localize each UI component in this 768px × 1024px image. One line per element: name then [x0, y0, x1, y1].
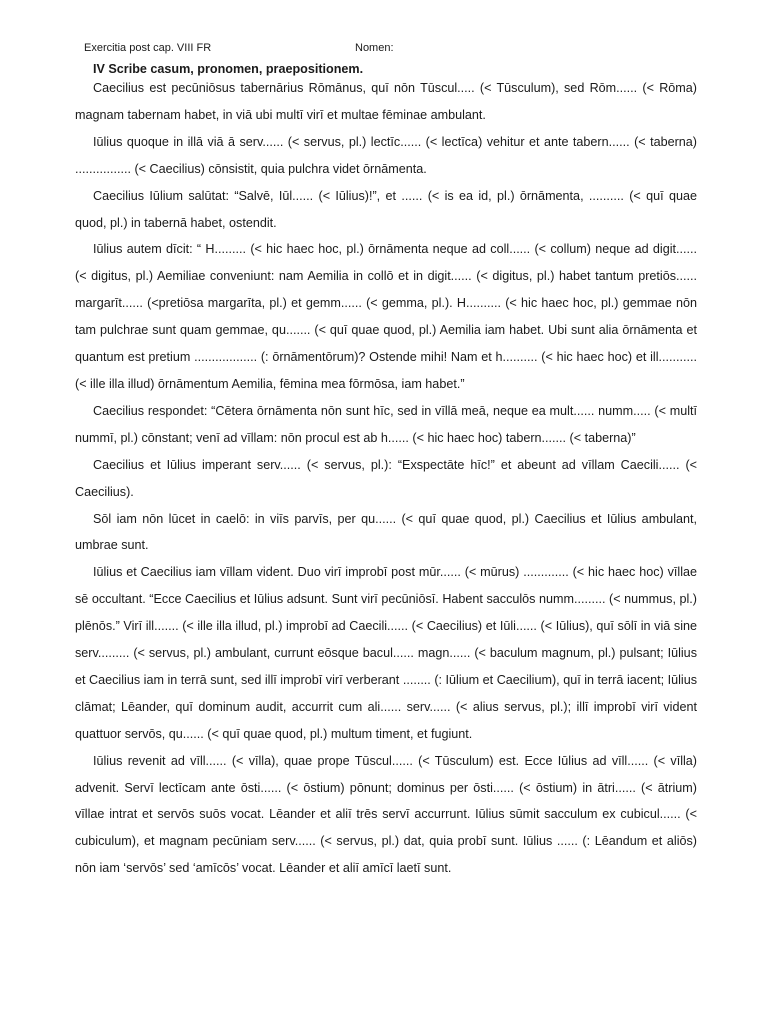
paragraph: Caecilius est pecūniōsus tabernārius Rōmānus, quī nōn Tūscul..... (< Tūsculum), sed Rōm...... (< Rōma) magnam tabernam habet, in viā ubi multī virī et multae fēminae ambulant.: [75, 81, 697, 122]
name-label: Nomen:: [355, 42, 394, 54]
course-title: Exercitia post cap. VIII FR: [84, 42, 212, 54]
paragraph: Iūlius autem dīcit: “ H......... (< hic haec hoc, pl.) ōrnāmenta neque ad coll...... (< collum) neque ad digit...... (< digitus, pl.) Aemiliae conveniunt: nam Aemilia in collō et in digit...... (< digitus, pl.) habet tantum pretiōs...... margarīt...... (<pretiōsa margarīta, pl.) et gemm...... (< gemma, pl.). H.......... (< hic haec hoc, pl.) gemmae nōn tam pulchrae sunt quam gemmae, qu....... (< quī quae quod, pl.) Aemilia iam habet. Ubi sunt alia ōrnāmenta et quantum est pretium .................. (: ōrnāmentōrum)? Ostende mihi! Nam et h.......... (< hic haec hoc) et ill........... (< ille illa illud) ōrnāmentum Aemilia, fēmina mea fōrmōsa, iam habet.”: [75, 242, 697, 391]
paragraph: Iūlius quoque in illā viā ā serv...... (< servus, pl.) lectīc...... (< lectīca) vehitur et ante tabern...... (< taberna) ................ (< Caecilius) cōnsistit, quia pulchra videt ōrnāmenta.: [75, 134, 697, 176]
paragraph: Caecilius Iūlium salūtat: “Salvē, Iūl...... (< Iūlius)!”, et ...... (< is ea id, pl.) ōrnāmenta, .......... (< quī quae quod, pl.) in tabernā habet, ostendit.: [75, 188, 697, 230]
paragraph: Sōl iam nōn lūcet in caelō: in viīs parvīs, per qu...... (< quī quae quod, pl.) Caecilius et Iūlius ambulant, umbrae sunt.: [75, 511, 697, 553]
exercise-title: IV Scribe casum, pronomen, praepositionem.: [93, 62, 364, 76]
exercise-body: [75, 75, 697, 882]
paragraph: Caecilius respondet: “Cētera ōrnāmenta nōn sunt hīc, sed in vīllā meā, neque ea mult...... numm..... (< multī nummī, pl.) cōnstant; venī ad vīllam: nōn procul est ab h...... (< hic haec hoc) tabern....... (< taberna)”: [75, 403, 697, 445]
paragraph: Caecilius et Iūlius imperant serv...... (< servus, pl.): “Exspectāte hīc!” et abeunt ad vīllam Caecili...... (< Caecilius).: [75, 457, 697, 499]
paragraph: Iūlius revenit ad vīll...... (< vīlla), quae prope Tūscul...... (< Tūsculum) est. Ecce Iūlius ad vīll...... (< vīlla) advenit. Servī lectīcam ante ōsti...... (< ōstium) pōnunt; dominus per ōsti...... (< ōstium) in ātri...... (< ātrium) vīllae intrat et servōs suōs vocat. Lēander et aliī trēs servī accurrunt. Iūlius sūmit sacculum ex cubicul...... (< cubiculum), et magnam pecūniam serv...... (< servus, pl.) dat, quia probī sunt. Iūlius ...... (: Lēandum et aliōs) nōn iam ‘servōs’ sed ‘amīcōs’ vocat. Lēander et aliī amīcī laetī sunt.: [75, 753, 697, 876]
paragraph: Iūlius et Caecilius iam vīllam vident. Duo virī improbī post mūr...... (< mūrus) ............. (< hic haec hoc) vīllae sē occultant. “Ecce Caecilius et Iūlius adsunt. Sunt virī pecūniōsī. Habent sacculōs numm......... (< nummus, pl.) plēnōs.” Virī ill....... (< ille illa illud, pl.) improbī ad Caecili...... (< Caecilius) et Iūli...... (< Iūlius), quī sōlī in viā sine serv......... (< servus, pl.) ambulant, currunt eōsque bacul...... magn...... (< baculum magnum, pl.) pulsant; Iūlius et Caecilius iam in terrā sunt, sed illī improbī virī verberant ........ (: Iūlium et Caecilium), quī in terrā iacent; Iūlius clāmat; Lēander, quī dominum audit, accurrit cum ali...... serv...... (< alius servus, pl.); illī improbī virī vident quattuor servōs, qu...... (< quī quae quod, pl.) multum timent, et fugiunt.: [75, 565, 697, 741]
